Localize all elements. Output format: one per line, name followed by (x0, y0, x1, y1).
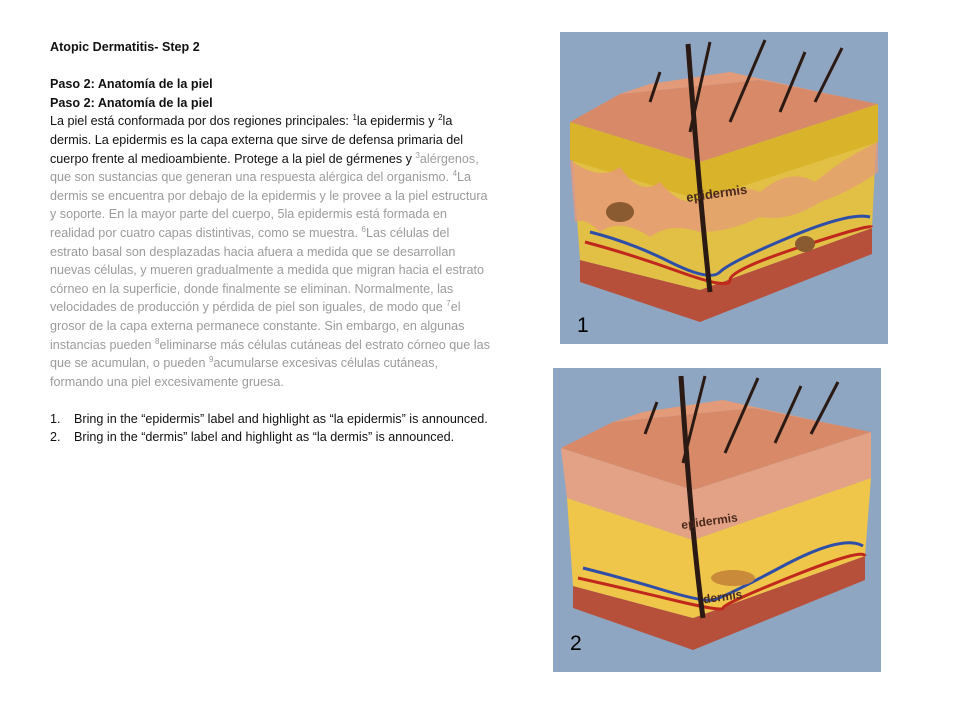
footnote-marker: 2 (438, 113, 443, 123)
footnote-marker: 7 (446, 299, 451, 309)
instruction-item (50, 428, 490, 447)
footnote-marker: 3 (415, 150, 420, 160)
footnote-marker: 1 (352, 113, 357, 123)
section-heading: Paso 2: Anatomía de la piel (50, 77, 213, 92)
epidermis-label-text: epidermis (680, 510, 739, 533)
narration-paragraph (50, 112, 490, 391)
instruction-list (50, 410, 490, 447)
narration-text-gray: La dermis se encuentra por debajo de la epidermis y le provee a la piel estructura y soporte. En la mayor parte del cuerpo, 5la epidermis está formada en realidad por cuatro capas distintivas, como se muestra. (50, 170, 488, 240)
narration-text-gray: acumularse excesivas células cutáneas, formando una piel excesivamente gruesa. (50, 356, 439, 389)
narration-text: la epidermis y (356, 114, 439, 129)
skin-diagram-1 (560, 32, 888, 344)
instruction-text: Bring in the “epidermis” label and highlight as “la epidermis” is announced. (74, 411, 488, 426)
sebaceous-gland (711, 570, 755, 586)
footnote-marker: 9 (208, 354, 214, 364)
footnote-marker: 4 (452, 168, 458, 178)
skin-cross-section-illustration (553, 368, 881, 672)
footnote-marker: 8 (155, 336, 160, 346)
narration-text-gray: alérgenos, que son sustancias que generan una respuesta alérgica del organismo. (50, 151, 479, 185)
list-number: 2. (50, 430, 61, 445)
narration-text-gray: eliminarse más células cutáneas del estrato córneo que las que se acumulan, o pueden (50, 337, 490, 371)
instruction-text: Bring in the “dermis” label and highlight as “la dermis” is announced. (74, 430, 455, 445)
narration-text: La piel está conformada por dos regiones principales: (50, 114, 353, 129)
slide-title: Atopic Dermatitis- Step 2 (50, 40, 200, 54)
figure-number: 2 (570, 632, 582, 655)
sweat-gland (795, 236, 815, 252)
instruction-item (50, 410, 490, 429)
section-heading-repeat: Paso 2: Anatomía de la piel (50, 95, 213, 110)
list-number: 1. (50, 411, 61, 426)
skin-cross-section-illustration (560, 32, 888, 344)
narration-text-gray: el grosor de la capa externa permanece constante. Sin embargo, en algunas instancias pueden (50, 300, 465, 352)
narration-text: la dermis. La epidermis es la capa externa que sirve de defensa primaria del cuerpo frente al medioambiente. Protege a la piel de gérmenes y (50, 114, 464, 166)
dermis-label-text: dermis (702, 587, 744, 607)
skin-diagram-2 (553, 368, 881, 672)
epidermis-label-text: epidermis (685, 181, 749, 205)
footnote-marker: 6 (361, 224, 366, 234)
figure-number: 1 (577, 314, 589, 337)
slide-text (50, 38, 490, 447)
sweat-gland (606, 202, 634, 222)
narration-text-gray: Las células del estrato basal son desplazadas hacia afuera a medida que se desarrollan nuevas células, y mueren gradualmente a medida que migran hacia el estrato córneo en la superficie, donde finalmente se eliminan. Normalmente, las velocidades de producción y pérdida de piel son iguales, de modo que (50, 225, 485, 315)
